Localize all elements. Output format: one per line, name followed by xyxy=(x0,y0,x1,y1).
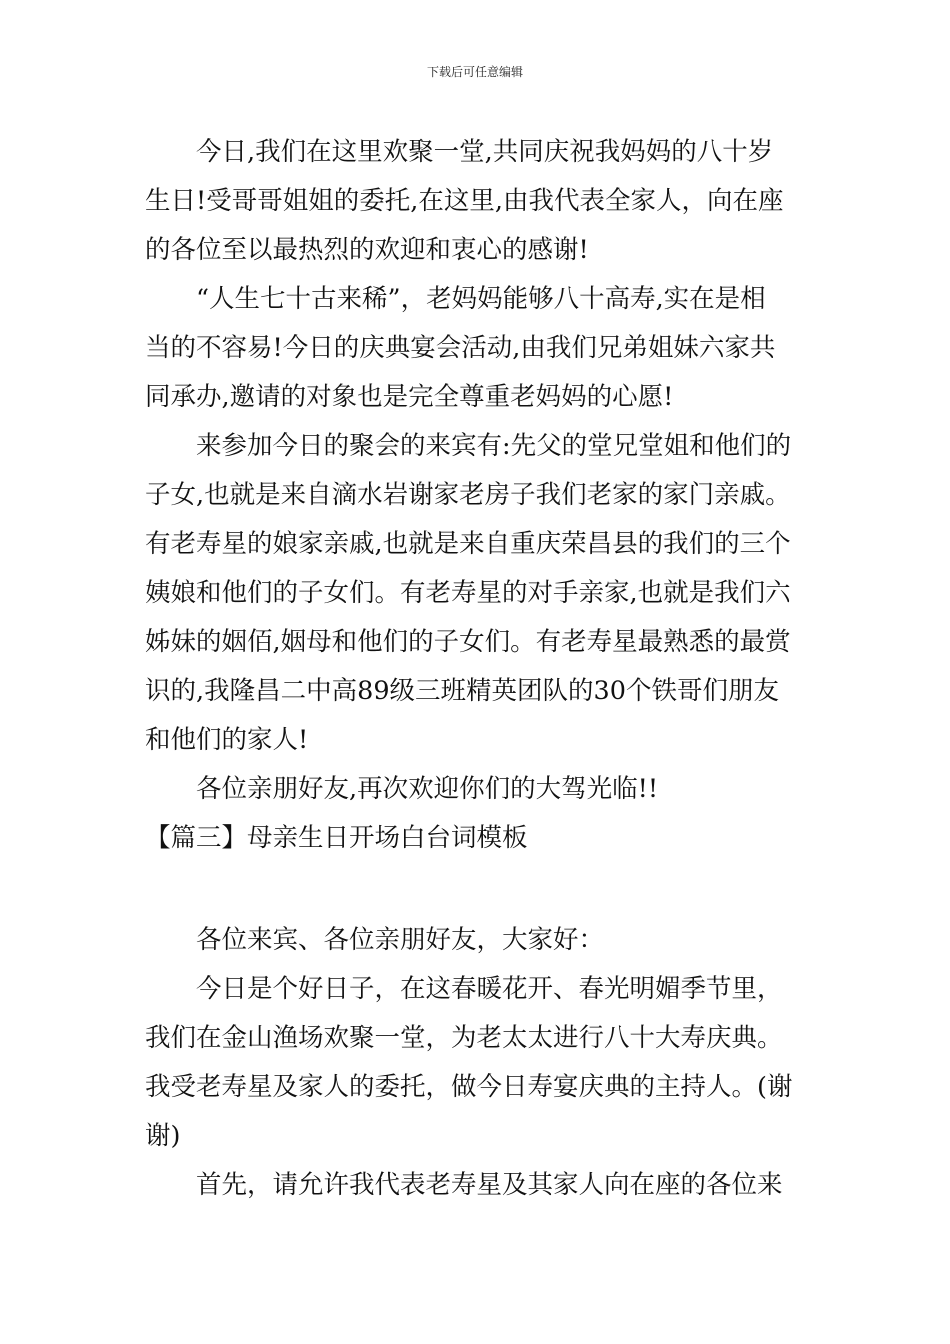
paragraph-line: 各位亲朋好友,再次欢迎你们的大驾光临!! xyxy=(196,774,659,804)
paragraph-line: 识的,我隆昌二中高89级三班精英团队的30个铁哥们朋友 xyxy=(145,676,780,706)
paragraph-line: 姨娘和他们的子女们。有老寿星的对手亲家,也就是我们六 xyxy=(145,578,791,608)
section-heading: 【篇三】母亲生日开场白台词模板 xyxy=(145,823,528,853)
paragraph-line: 谢) xyxy=(145,1121,181,1151)
paragraph-line: 今日,我们在这里欢聚一堂,共同庆祝我妈妈的八十岁 xyxy=(196,137,774,167)
paragraph-line: “人生七十古来稀”，老妈妈能够八十高寿,实在是相 xyxy=(196,284,766,314)
paragraph-line: 首先，请允许我代表老寿星及其家人向在座的各位来 xyxy=(196,1170,783,1200)
paragraph-line: 我们在金山渔场欢聚一堂，为老太太进行八十大寿庆典。 xyxy=(145,1023,783,1053)
paragraph-line: 各位来宾、各位亲朋好友，大家好： xyxy=(196,925,605,955)
paragraph-line: 生日!受哥哥姐姐的委托,在这里,由我代表全家人，向在座 xyxy=(145,186,784,216)
paragraph-line: 我受老寿星及家人的委托，做今日寿宴庆典的主持人。(谢 xyxy=(145,1072,793,1102)
paragraph-line: 当的不容易!今日的庆典宴会活动,由我们兄弟姐妹六家共 xyxy=(145,333,776,363)
paragraph-line: 有老寿星的娘家亲戚,也就是来自重庆荣昌县的我们的三个 xyxy=(145,529,791,559)
paragraph-line: 姊妹的姻佰,姻母和他们的子女们。有老寿星最熟悉的最赏 xyxy=(145,627,791,657)
paragraph-line: 来参加今日的聚会的来宾有:先父的堂兄堂姐和他们的 xyxy=(196,431,792,461)
paragraph-line: 的各位至以最热烈的欢迎和衷心的感谢! xyxy=(145,235,589,265)
paragraph-line: 同承办,邀请的对象也是完全尊重老妈妈的心愿! xyxy=(145,382,674,412)
paragraph-line: 子女,也就是来自滴水岩谢家老房子我们老家的家门亲戚。 xyxy=(145,480,791,510)
document-body xyxy=(145,128,807,1210)
paragraph-line: 今日是个好日子，在这春暖花开、春光明媚季节里， xyxy=(196,974,783,1004)
section-spacer xyxy=(145,863,807,916)
paragraph-line: 和他们的家人! xyxy=(145,725,309,755)
page-header-note: 下载后可任意编辑 xyxy=(426,65,523,79)
